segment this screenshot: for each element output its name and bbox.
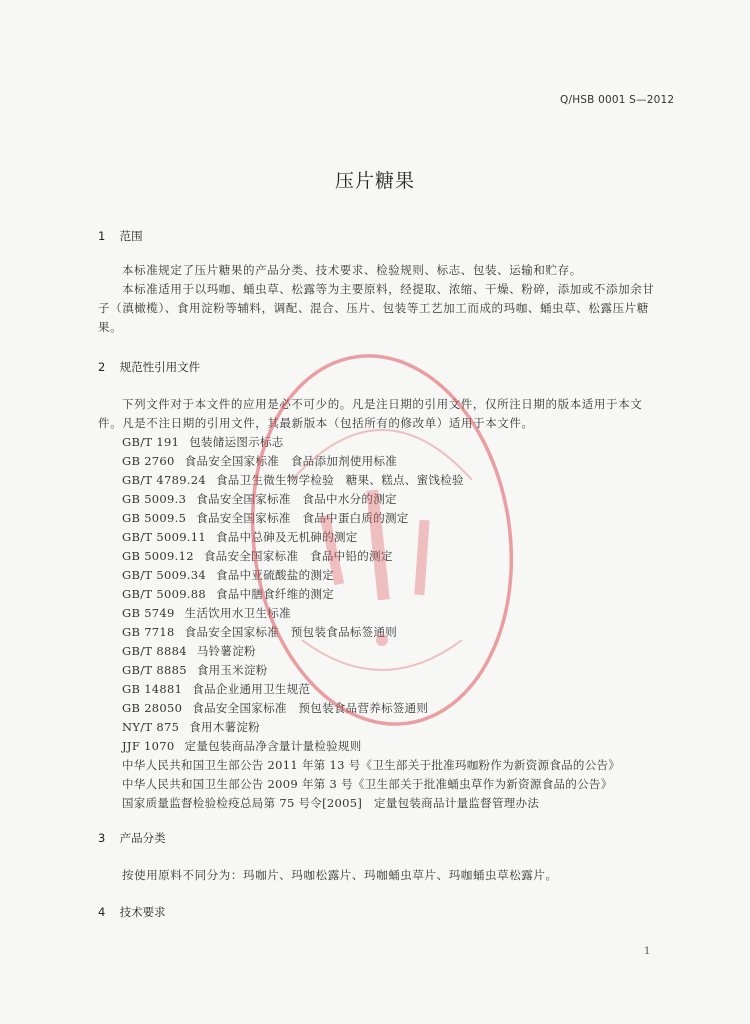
reference-code: GB 28050	[122, 701, 183, 715]
reference-list	[122, 433, 620, 813]
reference-code: JJF 1070	[122, 739, 175, 753]
section-number: 2	[98, 360, 106, 374]
reference-item	[122, 642, 620, 661]
reference-name: 食品卫生微生物学检验 糖果、糕点、蜜饯检验	[216, 473, 464, 487]
reference-item	[122, 775, 620, 794]
reference-item	[122, 547, 620, 566]
standard-code: Q/HSB 0001 S—2012	[560, 94, 675, 106]
reference-name: 食用玉米淀粉	[196, 663, 268, 677]
reference-item	[122, 699, 620, 718]
reference-item	[122, 756, 620, 775]
section-title: 规范性引用文件	[119, 360, 201, 374]
page-number: 1	[644, 946, 651, 957]
section-4-heading	[98, 904, 166, 920]
reference-code: NY/T 875	[122, 720, 180, 734]
reference-name: 定量包装商品净含量计量检验规则	[184, 739, 362, 753]
scope-paragraph-2: 本标准适用于以玛咖、蛹虫草、松露等为主要原料，经提取、浓缩、干燥、粉碎，添加或不添加余甘子（滇橄榄）、食用淀粉等辅料，调配、混合、压片、包装等工艺加工而成的玛咖、蛹虫草、松露压片糖果。	[98, 282, 655, 334]
reference-item	[122, 680, 620, 699]
reference-code: GB/T 5009.11	[122, 530, 206, 544]
reference-item	[122, 433, 620, 452]
reference-name: 国家质量监督检验检疫总局第 75 号令[2005] 定量包装商品计量监督管理办法	[122, 796, 540, 810]
reference-item	[122, 490, 620, 509]
reference-name: 食品安全国家标准 食品添加剂使用标准	[184, 454, 398, 468]
classification-paragraph: 按使用原料不同分为：玛咖片、玛咖松露片、玛咖蛹虫草片、玛咖蛹虫草松露片。	[122, 868, 558, 882]
reference-name: 食品中膳食纤维的测定	[216, 587, 334, 601]
reference-item	[122, 528, 620, 547]
section-3-heading	[98, 830, 166, 846]
reference-code: GB 5009.12	[122, 549, 194, 563]
section-title: 技术要求	[119, 905, 166, 919]
reference-item	[122, 471, 620, 490]
section-title: 产品分类	[119, 831, 166, 845]
reference-name: 包装储运图示标志	[189, 435, 284, 449]
reference-item	[122, 566, 620, 585]
reference-item	[122, 604, 620, 623]
reference-code: GB 2760	[122, 454, 175, 468]
reference-code: GB 5749	[122, 606, 175, 620]
reference-name: 食品安全国家标准 食品中蛋白质的测定	[196, 511, 409, 525]
reference-code: GB/T 5009.88	[122, 587, 206, 601]
reference-name: 食品中总砷及无机砷的测定	[216, 530, 358, 544]
reference-code: GB/T 8884	[122, 644, 187, 658]
reference-name: 生活饮用水卫生标准	[184, 606, 291, 620]
reference-code: GB/T 4789.24	[122, 473, 206, 487]
reference-code: GB 7718	[122, 625, 175, 639]
section-1-heading	[98, 228, 143, 244]
reference-name: 食品中亚硫酸盐的测定	[216, 568, 334, 582]
reference-name: 马铃薯淀粉	[196, 644, 256, 658]
reference-item	[122, 623, 620, 642]
section-2-heading	[98, 359, 200, 375]
reference-name: 食品安全国家标准 预包装食品营养标签通则	[192, 701, 429, 715]
reference-item	[122, 452, 620, 471]
reference-item	[122, 661, 620, 680]
reference-code: GB 14881	[122, 682, 183, 696]
document-title: 压片糖果	[334, 170, 415, 192]
reference-code: GB/T 8885	[122, 663, 187, 677]
reference-name: 中华人民共和国卫生部公告 2011 年第 13 号《卫生部关于批准玛咖粉作为新资源食品的公告》	[122, 758, 621, 772]
section-number: 4	[98, 905, 106, 919]
reference-name: 食品安全国家标准 预包装食品标签通则	[184, 625, 398, 639]
reference-item	[122, 585, 620, 604]
reference-code: GB 5009.5	[122, 511, 187, 525]
reference-item	[122, 718, 620, 737]
reference-item	[122, 794, 620, 813]
reference-item	[122, 509, 620, 528]
reference-code: GB/T 5009.34	[122, 568, 206, 582]
reference-code: GB/T 191	[122, 435, 180, 449]
references-intro: 下列文件对于本文件的应用是必不可少的。凡是注日期的引用文件，仅所注日期的版本适用于本文件。凡是不注日期的引用文件，其最新版本（包括所有的修改单）适用于本文件。	[98, 397, 643, 430]
reference-name: 食品安全国家标准 食品中铅的测定	[203, 549, 393, 563]
scope-paragraph-1: 本标准规定了压片糖果的产品分类、技术要求、检验规则、标志、包装、运输和贮存。	[122, 263, 582, 277]
reference-name: 食品安全国家标准 食品中水分的测定	[196, 492, 397, 506]
section-number: 1	[98, 229, 106, 243]
reference-code: GB 5009.3	[122, 492, 187, 506]
reference-item	[122, 737, 620, 756]
section-number: 3	[98, 831, 106, 845]
reference-name: 食品企业通用卫生规范	[192, 682, 311, 696]
reference-name: 中华人民共和国卫生部公告 2009 年第 3 号《卫生部关于批准蛹虫草作为新资源食品的公告》	[122, 777, 613, 791]
section-title: 范围	[119, 229, 143, 243]
reference-name: 食用木薯淀粉	[189, 720, 261, 734]
